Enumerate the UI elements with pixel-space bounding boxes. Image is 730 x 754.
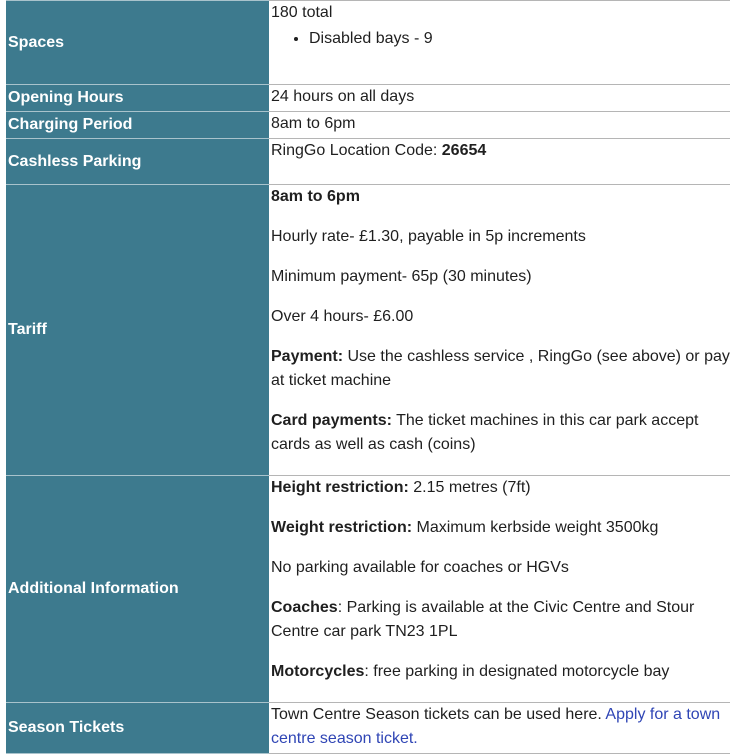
motorcycles-info	[269, 660, 730, 684]
card-payments-label: Card payments:	[271, 412, 392, 429]
tariff-over-4-hours: Over 4 hours- £6.00	[271, 308, 414, 325]
tariff-hourly: Hourly rate- £1.30, payable in 5p increments	[271, 228, 586, 245]
cashless-parking-label: Cashless Parking	[6, 139, 269, 185]
height-restriction-label: Height restriction:	[271, 479, 409, 496]
coaches-label: Coaches	[271, 599, 338, 616]
coaches-info	[269, 596, 730, 644]
charging-period-text: 8am to 6pm	[271, 115, 356, 132]
height-restriction	[269, 476, 730, 500]
season-tickets-value	[269, 703, 730, 754]
payment-text: Use the cashless service , RingGo (see above) or pay at ticket machine	[271, 348, 730, 389]
additional-info-value	[269, 476, 730, 703]
apply-season-ticket-link[interactable]: Apply for a town centre season ticket.	[271, 706, 721, 747]
tariff-heading: 8am to 6pm	[271, 188, 360, 205]
season-tickets-info	[269, 703, 730, 751]
spaces-list	[269, 27, 730, 51]
season-tickets-row	[6, 703, 730, 754]
motorcycles-label: Motorcycles	[271, 663, 365, 680]
cashless-parking-value	[269, 139, 730, 185]
opening-hours-row	[6, 85, 730, 112]
ringgo-code: 26654	[441, 142, 487, 159]
tariff-minimum: Minimum payment- 65p (30 minutes)	[271, 268, 532, 285]
card-payments-text: The ticket machines in this car park accept cards as well as cash (coins)	[271, 412, 699, 453]
charging-period-label: Charging Period	[6, 112, 269, 139]
tariff-label: Tariff	[6, 185, 269, 476]
additional-info-label: Additional Information	[6, 476, 269, 703]
cashless-parking-row	[6, 139, 730, 185]
payment-label: Payment:	[271, 348, 344, 365]
opening-hours-value	[269, 85, 730, 112]
weight-restriction-label: Weight restriction:	[271, 519, 413, 536]
charging-period-row	[6, 112, 730, 139]
motorcycles-text: : free parking in designated motorcycle bay	[364, 663, 670, 680]
tariff-payment	[269, 345, 730, 393]
weight-restriction-text: Maximum kerbside weight 3500kg	[412, 519, 659, 536]
car-park-info-table	[6, 0, 730, 754]
season-tickets-label: Season Tickets	[6, 703, 269, 754]
tariff-row	[6, 185, 730, 476]
opening-hours-text: 24 hours on all days	[271, 88, 415, 105]
tariff-card-payments	[269, 409, 730, 457]
ringgo-prefix: RingGo Location Code:	[271, 142, 442, 159]
height-restriction-text: 2.15 metres (7ft)	[408, 479, 531, 496]
charging-period-value	[269, 112, 730, 139]
weight-restriction	[269, 516, 730, 540]
spaces-total: 180 total	[271, 4, 333, 21]
opening-hours-label: Opening Hours	[6, 85, 269, 112]
additional-info-row	[6, 476, 730, 703]
spaces-row	[6, 1, 730, 85]
ringgo-location	[269, 139, 730, 163]
disabled-bays-item: • Disabled bays - 9	[309, 27, 730, 51]
tariff-value	[269, 185, 730, 476]
spaces-value	[269, 1, 730, 85]
no-parking-notice: No parking available for coaches or HGVs	[271, 559, 569, 576]
spaces-label: Spaces	[6, 1, 269, 85]
coaches-text: : Parking is available at the Civic Centre and Stour Centre car park TN23 1PL	[271, 599, 695, 640]
season-tickets-text: Town Centre Season tickets can be used here.	[271, 706, 606, 723]
